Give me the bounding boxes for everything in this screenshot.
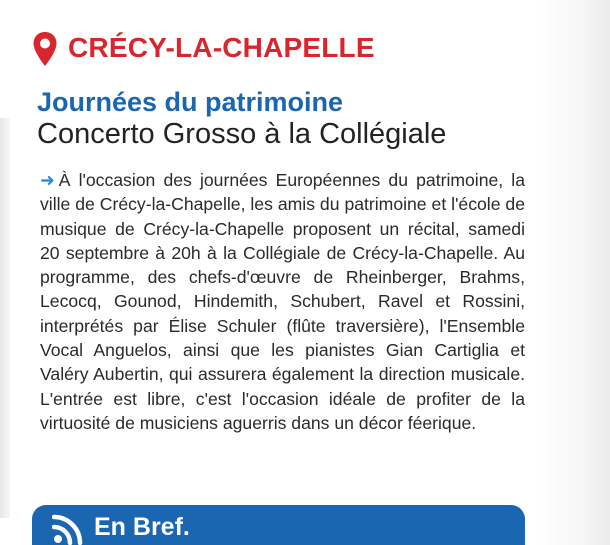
arrow-right-icon: ➜ xyxy=(40,170,55,190)
rss-icon xyxy=(52,513,84,545)
article xyxy=(32,26,532,150)
page-edge-shadow xyxy=(538,0,610,545)
location-name: CRÉCY-LA-CHAPELLE xyxy=(68,32,375,63)
article-body-text: À l'occasion des journées Européennes du patrimoine, la ville de Crécy-la-Chapelle, les amis du patrimoine et l'école de musique de Crécy-la-Chapelle proposent un récital, samedi 20 septembre à 20h à la Collégiale de Crécy-la-Chapelle. Au programme, des chefs-d'œuvre de Rheinberger, Brahms, Lecocq, Gounod, Hindemith, Schubert, Ravel et Rossini, interprétés par Élise Schuler (flûte traversière), l'Ensemble Vocal Anguelos, ainsi que les pianistes Gian Cartiglia et Valéry Aubertin, qui assurera également la direction musicale. L'entrée est libre, c'est l'occasion idéale de profiter de la virtuosité de musiciens aguerris dans un décor féerique. xyxy=(40,170,525,433)
location-header xyxy=(32,26,532,70)
en-bref-banner xyxy=(32,505,525,545)
map-pin-icon xyxy=(32,31,58,67)
article-subtitle: Journées du patrimoine xyxy=(37,87,344,117)
adjacent-page-edge xyxy=(0,118,10,518)
article-body xyxy=(40,168,525,435)
article-title: Concerto Grosso à la Collégiale xyxy=(37,118,447,150)
en-bref-label: En Bref. xyxy=(94,513,190,541)
